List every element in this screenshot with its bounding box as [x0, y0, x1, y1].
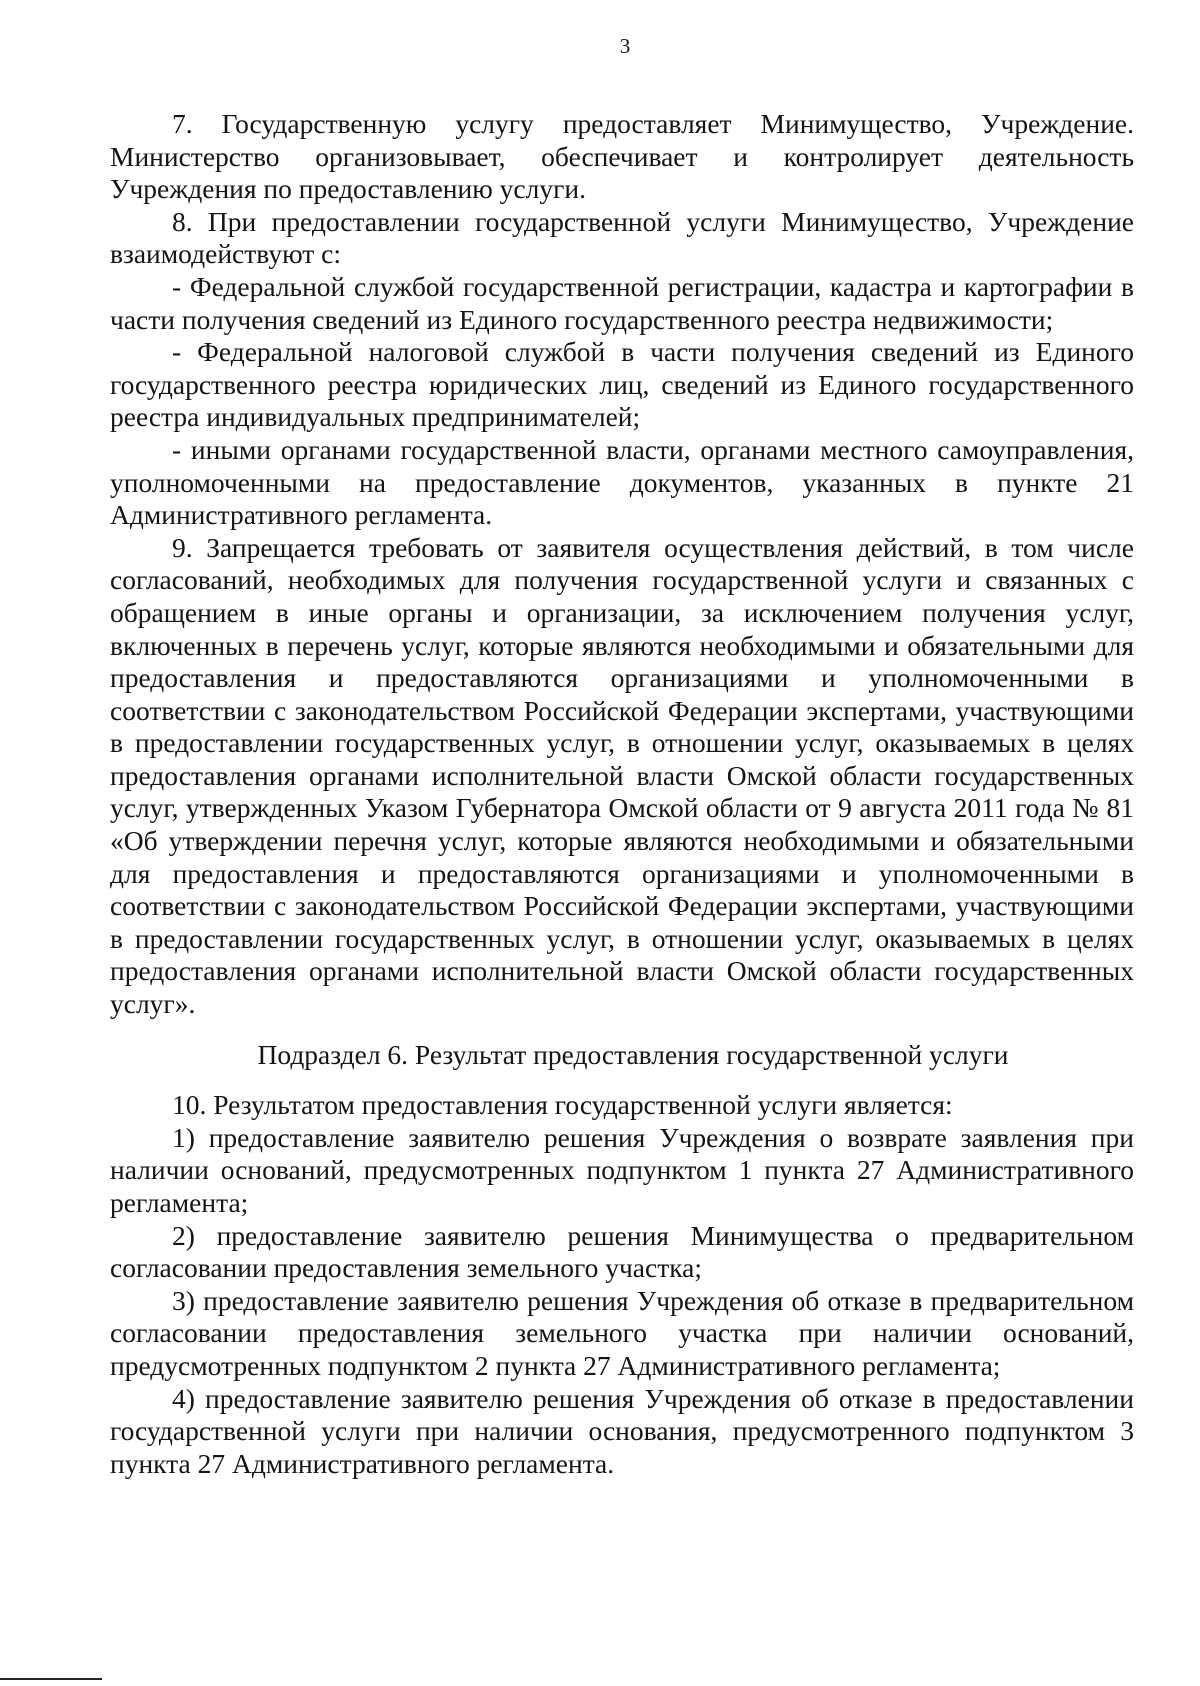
result-item-1: 1) предоставление заявителю решения Учреждения о возврате заявления при наличии оснований, предусмотренных подпунктом 1 пункта 27 Административного регламента;	[110, 1121, 1134, 1218]
scan-edge-line	[0, 1678, 102, 1680]
result-item-4: 4) предоставление заявителю решения Учреждения об отказе в предоставлении государственной услуги при наличии основания, предусмотренного подпунктом 3 пункта 27 Административного регламента.	[110, 1382, 1134, 1479]
paragraph-10: 10. Результатом предоставления государственной услуги является:	[172, 1089, 953, 1121]
paragraph-8: 8. При предоставлении государственной услуги Минимущество, Учреждение взаимодействуют с:	[110, 205, 1134, 270]
page-number: 3	[619, 34, 631, 58]
document-body	[110, 108, 1134, 1480]
list-item-other-authorities: - иными органами государственной власти, органами местного самоуправления, уполномоченными на предоставление документов, указанных в пункте 21 Административного регламента.	[110, 433, 1134, 531]
result-item-2: 2) предоставление заявителю решения Минимущества о предварительном согласовании предоставления земельного участка;	[110, 1219, 1134, 1284]
paragraph-7: 7. Государственную услугу предоставляет Минимущество, Учреждение. Министерство организовывает, обеспечивает и контролирует деятельность Учреждения по предоставлению услуги.	[110, 108, 1134, 205]
list-item-federal-tax-service: - Федеральной налоговой службой в части получения сведений из Единого государственного реестра юридических лиц, сведений из Единого государственного реестра индивидуальных предпринимателей;	[110, 336, 1134, 433]
result-item-3: 3) предоставление заявителю решения Учреждения об отказе в предварительном согласовании предоставления земельного участка при наличии оснований, предусмотренных подпунктом 2 пункта 27 Административного регламента;	[110, 1284, 1134, 1381]
subsection-heading: Подраздел 6. Результат предоставления государственной услуги	[257, 1038, 1009, 1070]
list-item-federal-registration-service: - Федеральной службой государственной регистрации, кадастра и картографии в части получения сведений из Единого государственного реестра недвижимости;	[110, 270, 1134, 335]
paragraph-9: 9. Запрещается требовать от заявителя осуществления действий, в том числе согласований, необходимых для получения государственной услуги и связанных с обращением в иные органы и организации, за исключением получения услуг, включенных в перечень услуг, которые являются необходимыми и обязательными для предоставления и предоставляются организациями и уполномоченными в соответствии с законодательством Российской Федерации экспертами, участвующими в предоставлении государственных услуг, в отношении услуг, оказываемых в целях предоставления органами исполнительной власти Омской области государственных услуг, утвержденных Указом Губернатора Омской области от 9 августа 2011 года № 81 «Об утверждении перечня услуг, которые являются необходимыми и обязательными для предоставления и предоставляются организациями и уполномоченными в соответствии с законодательством Российской Федерации экспертами, участвующими в предоставлении государственных услуг, в отношении услуг, оказываемых в целях предоставления органами исполнительной власти Омской области государственных услуг».	[110, 531, 1134, 1020]
